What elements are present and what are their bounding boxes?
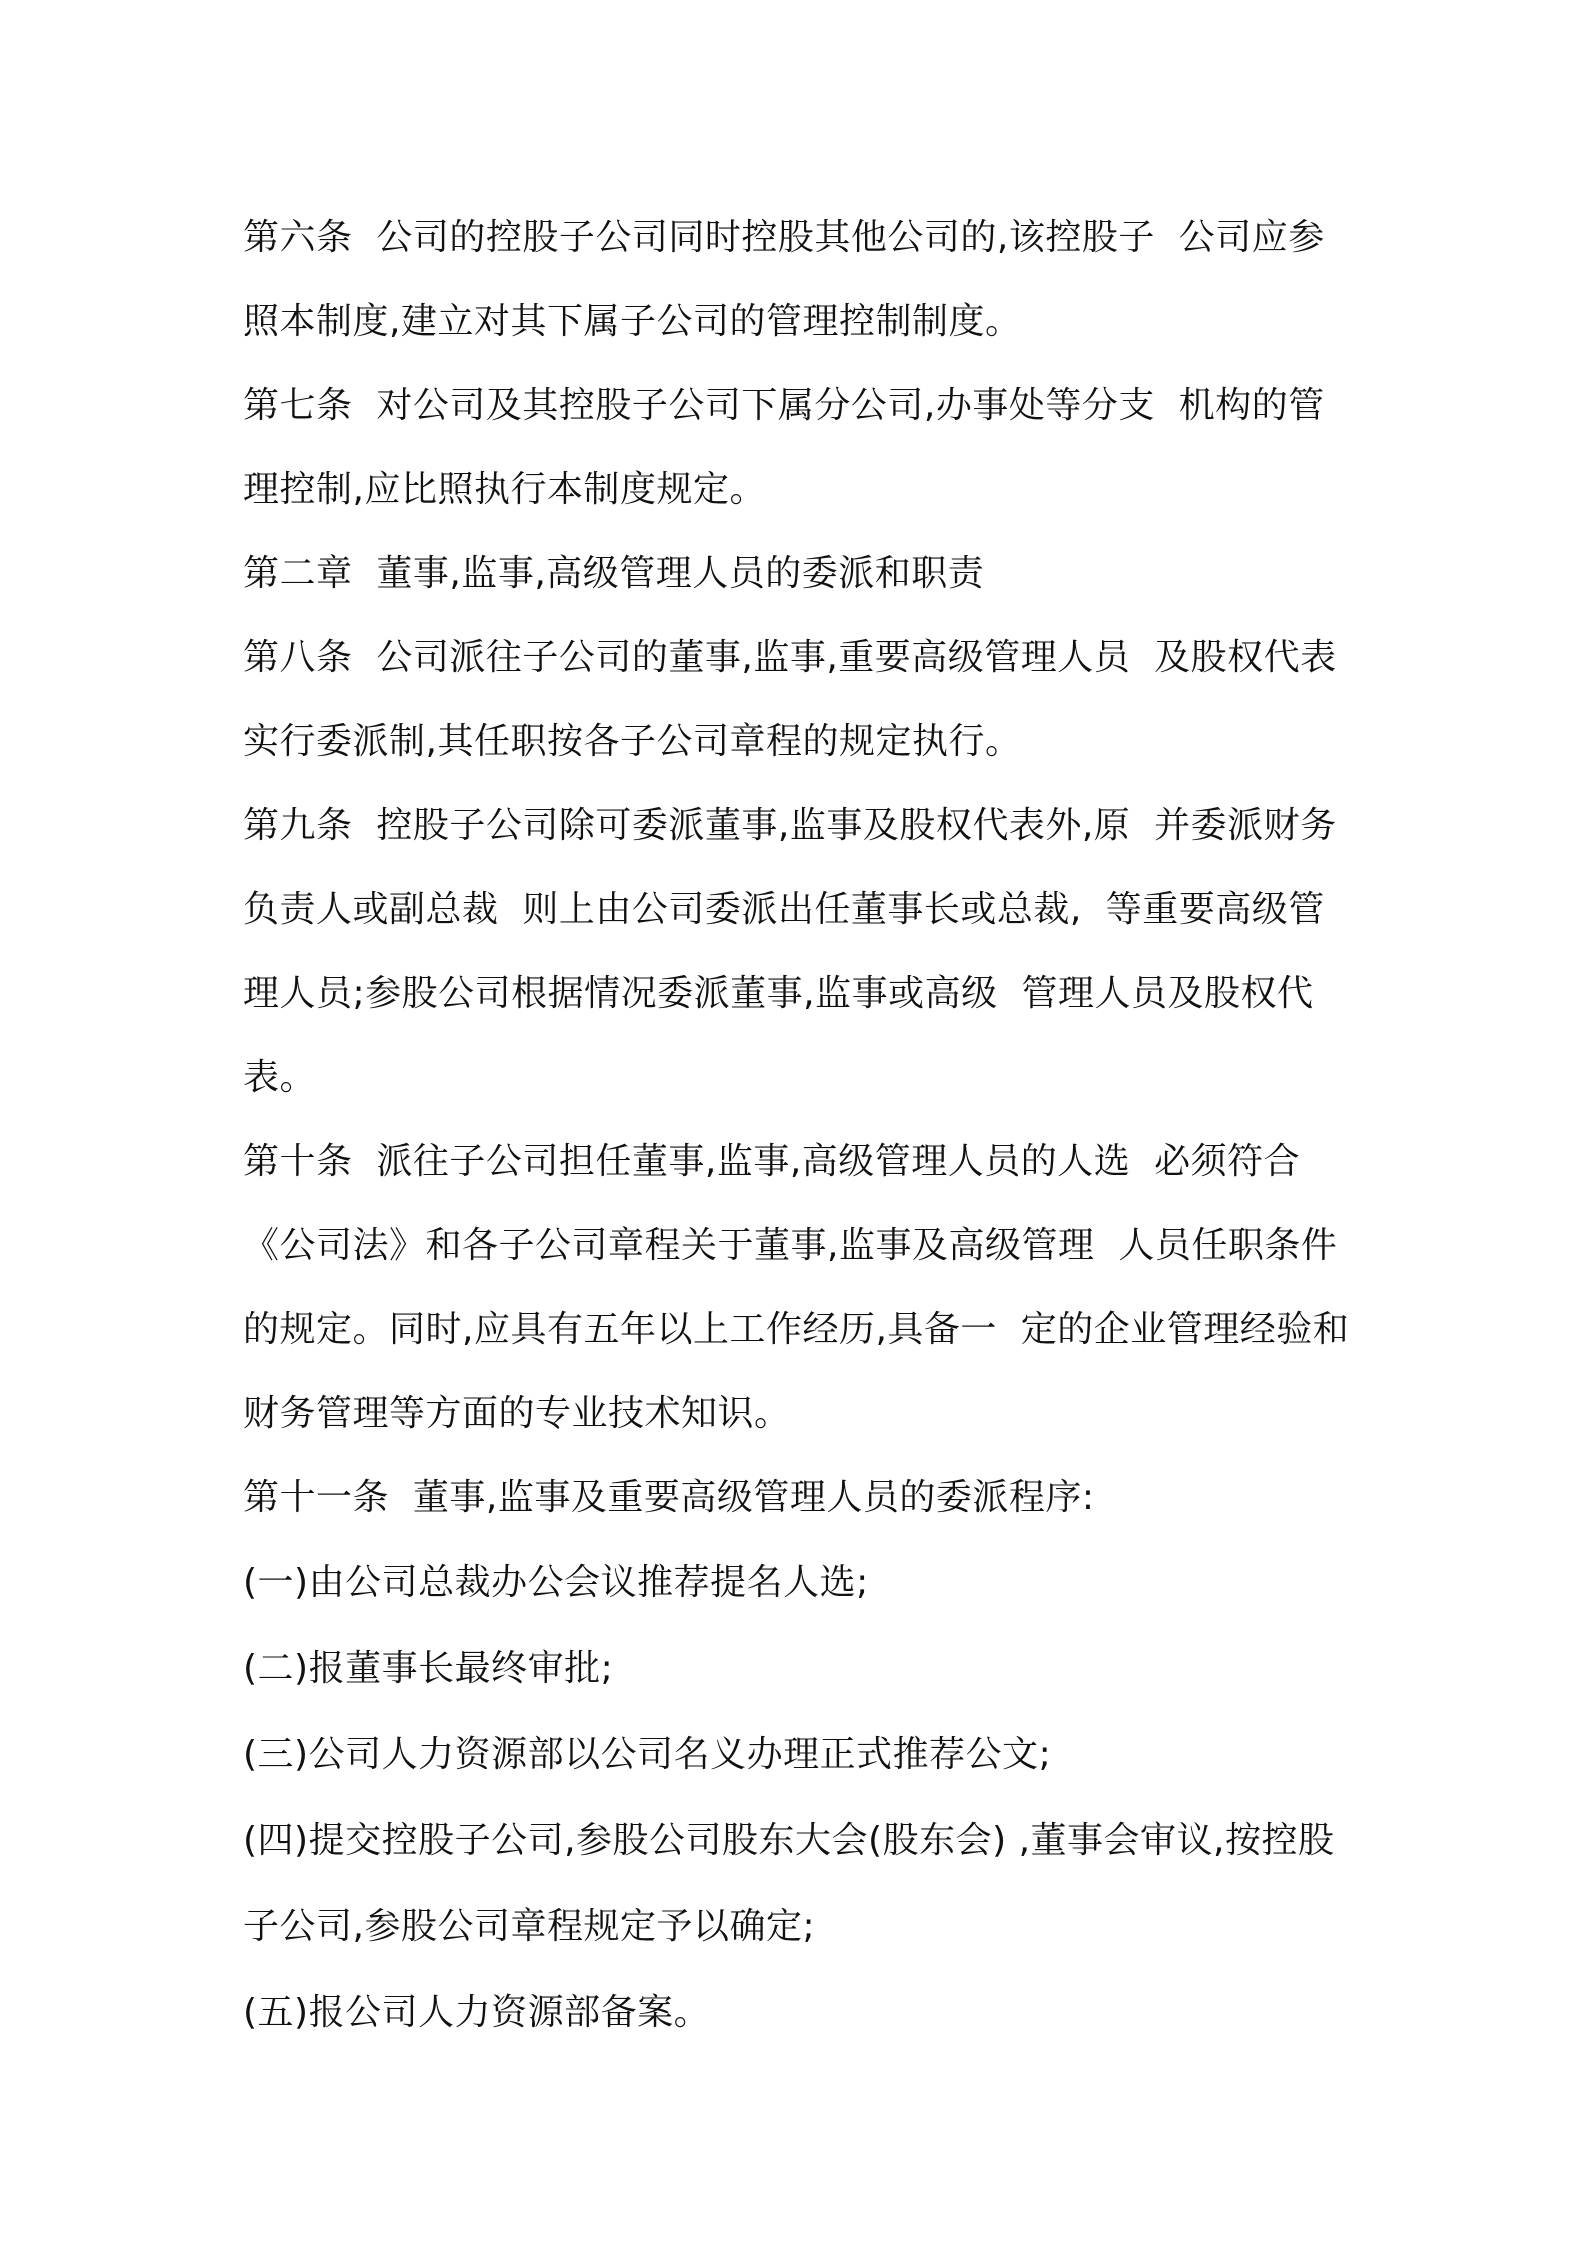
paragraph-line: 财务管理等方面的专业技术知识。 xyxy=(243,1393,791,1434)
paragraph-line: 理控制,应比照执行本制度规定。 xyxy=(243,469,766,510)
procedure-item-3: (三)公司人力资源部以公司名义办理正式推荐公文; xyxy=(243,1734,1052,1775)
procedure-item-4-continued: 子公司,参股公司章程规定予以确定; xyxy=(243,1906,816,1947)
paragraph-line-article-8: 第八条 公司派往子公司的董事,监事,重要高级管理人员 及股权代表 xyxy=(243,637,1337,678)
paragraph-line: 《公司法》和各子公司章程关于董事,监事及高级管理 人员任职条件 xyxy=(243,1225,1338,1266)
paragraph-line: 表。 xyxy=(243,1057,317,1098)
procedure-item-4: (四)提交控股子公司,参股公司股东大会(股东会) ,董事会审议,按控股 xyxy=(243,1820,1335,1861)
paragraph-line: 的规定。同时,应具有五年以上工作经历,具备一 定的企业管理经验和 xyxy=(243,1309,1350,1350)
paragraph-line-article-6: 第六条 公司的控股子公司同时控股其他公司的,该控股子 公司应参 xyxy=(243,217,1325,258)
document-body xyxy=(243,196,1363,2056)
procedure-item-2: (二)报董事长最终审批; xyxy=(243,1648,614,1689)
procedure-item-5: (五)报公司人力资源部备案。 xyxy=(243,1992,711,2033)
paragraph-line-article-11: 第十一条 董事,监事及重要高级管理人员的委派程序: xyxy=(243,1477,1095,1518)
paragraph-line-article-9: 第九条 控股子公司除可委派董事,监事及股权代表外,原 并委派财务 xyxy=(243,805,1337,846)
paragraph-line: 理人员;参股公司根据情况委派董事,监事或高级 管理人员及股权代 xyxy=(243,973,1314,1014)
paragraph-line: 照本制度,建立对其下属子公司的管理控制制度。 xyxy=(243,301,1022,342)
paragraph-line-article-7: 第七条 对公司及其控股子公司下属分公司,办事处等分支 机构的管 xyxy=(243,385,1325,426)
procedure-item-1: (一)由公司总裁办公会议推荐提名人选; xyxy=(243,1562,869,1603)
paragraph-line: 实行委派制,其任职按各子公司章程的规定执行。 xyxy=(243,721,1022,762)
paragraph-line-article-10: 第十条 派往子公司担任董事,监事,高级管理人员的人选 必须符合 xyxy=(243,1141,1301,1182)
chapter-heading: 第二章 董事,监事,高级管理人员的委派和职责 xyxy=(243,553,985,594)
paragraph-line: 负责人或副总裁 则上由公司委派出任董事长或总裁, 等重要高级管 xyxy=(243,889,1325,930)
